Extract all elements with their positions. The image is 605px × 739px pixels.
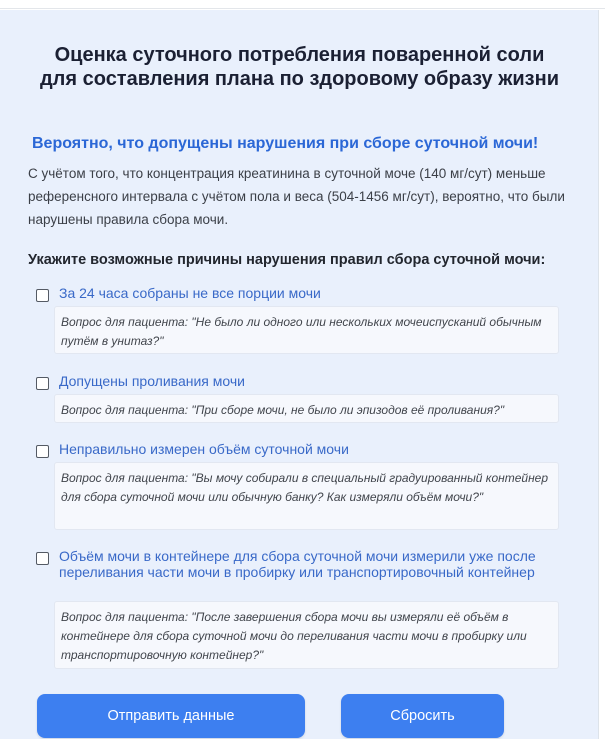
option-label[interactable]: За 24 часа собраны не все порции мочи [59, 285, 321, 301]
title-line-1: Оценка суточного потребления поваренной соли [54, 44, 545, 66]
patient-question-note: Вопрос для пациента: "Вы мочу собирали в специальный градуированный контейнер для сбора суточной мочи или обычную банку? Как измеряли объём мочи?" [54, 462, 559, 530]
option-label[interactable]: Объём мочи в контейнере для сбора суточной мочи измерили уже после переливания части мочи в пробирку или транспортировочный контейнер [59, 548, 536, 580]
patient-question-note: Вопрос для пациента: "После завершения сбора мочи вы измеряли её объём в контейнере для сбора суточной мочи до переливания части мочи в пробирку или транспортировочную контейнер?" [54, 601, 559, 669]
option-volume-measured-after-transfer [36, 548, 572, 580]
top-divider [0, 8, 605, 9]
question-heading: Укажите возможные причины нарушения правил сбора суточной мочи: [28, 252, 546, 268]
option-volume-measured-wrong [36, 441, 572, 458]
submit-button[interactable]: Отправить данные [37, 694, 305, 738]
checkbox-option-2[interactable] [36, 377, 49, 390]
option-label[interactable]: Допущены проливания мочи [59, 373, 245, 389]
option-label[interactable]: Неправильно измерен объём суточной мочи [59, 441, 349, 457]
description-text: С учётом того, что концентрация креатинина в суточной моче (140 мг/сут) меньше референсного интервала с учётом пола и веса (504-1456 мг/сут), вероятно, что были нарушены правила сбора мочи. [28, 166, 565, 227]
checkbox-option-3[interactable] [36, 445, 49, 458]
title-line-2: для составления плана по здоровому образу жизни [39, 68, 559, 90]
option-spillage [36, 373, 572, 390]
patient-question-note: Вопрос для пациента: "При сборе мочи, не было ли эпизодов её проливания?" [54, 394, 559, 423]
warning-message: Вероятно, что допущены нарушения при сборе суточной мочи! [32, 135, 539, 152]
page-title [20, 43, 579, 91]
checkbox-option-1[interactable] [36, 289, 49, 302]
form-panel [0, 10, 599, 739]
patient-question-note: Вопрос для пациента: "Не было ли одного или нескольких мочеиспусканий обычным путём в унитаз?" [54, 306, 559, 354]
reset-button[interactable]: Сбросить [341, 694, 504, 738]
option-incomplete-collection [36, 285, 572, 302]
checkbox-option-4[interactable] [36, 552, 49, 565]
